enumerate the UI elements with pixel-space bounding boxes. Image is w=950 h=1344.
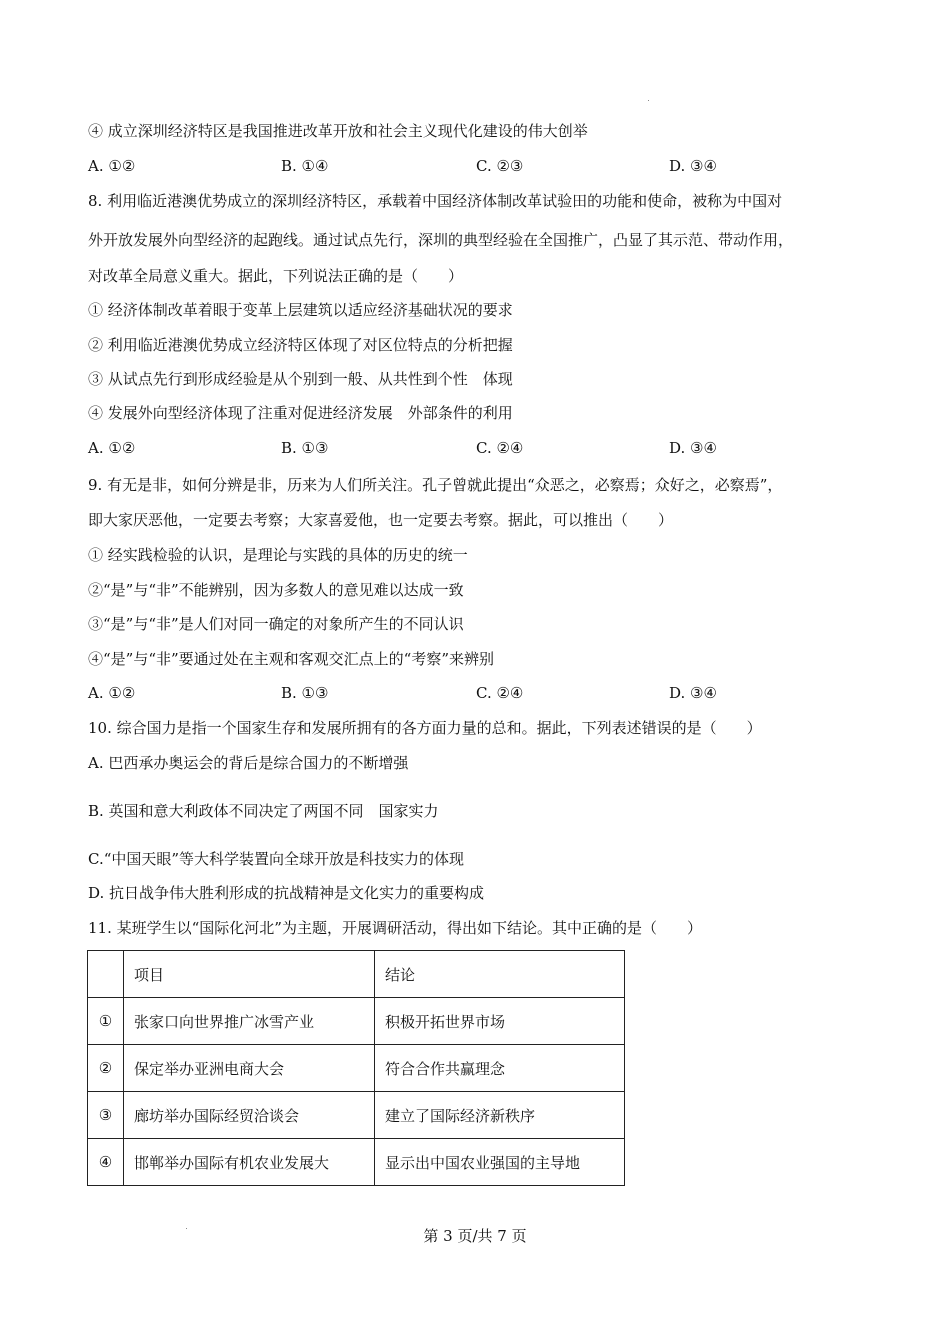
table-row: [88, 1139, 625, 1186]
q8-stem-line-1: 8. 利用临近港澳优势成立的深圳经济特区，承载着中国经济体制改革试验田的功能和使命，被称为中国对: [88, 192, 783, 210]
table-cell-number: ④: [88, 1139, 124, 1186]
q8-statement-1: ① 经济体制改革着眼于变革上层建筑以适应经济基础状况的要求: [88, 301, 513, 319]
q7-option-c: C. ②③: [476, 157, 524, 175]
q9-option-d: D. ③④: [669, 684, 717, 702]
table-cell-number: ②: [88, 1045, 124, 1092]
q8-stem-line-3: 对改革全局意义重大。据此，下列说法正确的是（ ）: [88, 267, 464, 285]
q11-stem: 11. 某班学生以“国际化河北”为主题，开展调研活动，得出如下结论。其中正确的是（ ）: [88, 919, 702, 937]
q9-stem-line-1: 9. 有无是非，如何分辨是非，历来为人们所关注。孔子曾就此提出“众恶之，必察焉；众好之，必察焉”，: [88, 476, 783, 494]
table-cell-conclusion: 显示出中国农业强国的主导地: [375, 1139, 625, 1186]
table-header-cell: 结论: [375, 951, 625, 998]
q8-option-b: B. ①③: [281, 439, 329, 457]
q9-statement-4: ④“是”与“非”要通过处在主观和客观交汇点上的“考察”来辨别: [88, 650, 495, 668]
q10-option-a: A. 巴西承办奥运会的背后是综合国力的不断增强: [88, 754, 409, 772]
table-row: [88, 1045, 625, 1092]
table-cell-project: 廊坊举办国际经贸洽谈会: [124, 1092, 375, 1139]
q11-table: [87, 950, 625, 1186]
q9-option-c: C. ②④: [476, 684, 524, 702]
q8-option-d: D. ③④: [669, 439, 717, 457]
q9-option-a: A. ①②: [88, 684, 136, 702]
q8-option-c: C. ②④: [476, 439, 524, 457]
q7-option-b: B. ①④: [281, 157, 329, 175]
q10-option-b: B. 英国和意大利政体不同决定了两国不同 国家实力: [88, 802, 439, 820]
page-footer: 第 3 页/共 7 页: [423, 1227, 527, 1245]
q10-option-d: D. 抗日战争伟大胜利形成的抗战精神是文化实力的重要构成: [88, 884, 485, 902]
q7-option-d: D. ③④: [669, 157, 717, 175]
table-cell-number: ③: [88, 1092, 124, 1139]
table-header-row: [88, 951, 625, 998]
q9-statement-1: ① 经实践检验的认识，是理论与实践的具体的历史的统一: [88, 546, 468, 564]
table-cell-number: ①: [88, 998, 124, 1045]
q7-option-a: A. ①②: [88, 157, 136, 175]
table-row: [88, 1092, 625, 1139]
table-cell-project: 保定举办亚洲电商大会: [124, 1045, 375, 1092]
q9-statement-3: ③“是”与“非”是人们对同一确定的对象所产生的不同认识: [88, 615, 464, 633]
q10-option-c: C.“中国天眼”等大科学装置向全球开放是科技实力的体现: [88, 850, 465, 868]
q9-option-b: B. ①③: [281, 684, 329, 702]
q8-statement-4: ④ 发展外向型经济体现了注重对促进经济发展 外部条件的利用: [88, 404, 513, 422]
q10-stem: 10. 综合国力是指一个国家生存和发展所拥有的各方面力量的总和。据此，下列表述错误的是（ ）: [88, 719, 762, 737]
q7-statement-4: ④ 成立深圳经济特区是我国推进改革开放和社会主义现代化建设的伟大创举: [88, 122, 588, 140]
table-cell-project: 张家口向世界推广冰雪产业: [124, 998, 375, 1045]
q8-option-a: A. ①②: [88, 439, 136, 457]
q8-stem-line-2: 外开放发展外向型经济的起跑线。通过试点先行，深圳的典型经验在全国推广，凸显了其示范、带动作用，: [88, 231, 794, 249]
q9-statement-2: ②“是”与“非”不能辨别，因为多数人的意见难以达成一致: [88, 581, 464, 599]
table-header-cell: [88, 951, 124, 998]
table-row: [88, 998, 625, 1045]
q8-statement-3: ③ 从试点先行到形成经验是从个别到一般、从共性到个性 体现: [88, 370, 513, 388]
q9-stem-line-2: 即大家厌恶他，一定要去考察；大家喜爱他，也一定要去考察。据此，可以推出（ ）: [88, 511, 674, 529]
scan-dot: [648, 100, 649, 101]
table-cell-conclusion: 建立了国际经济新秩序: [375, 1092, 625, 1139]
q8-statement-2: ② 利用临近港澳优势成立经济特区体现了对区位特点的分析把握: [88, 336, 513, 354]
table-cell-conclusion: 积极开拓世界市场: [375, 998, 625, 1045]
table-cell-conclusion: 符合合作共赢理念: [375, 1045, 625, 1092]
table-header-cell: 项目: [124, 951, 375, 998]
table-cell-project: 邯郸举办国际有机农业发展大: [124, 1139, 375, 1186]
